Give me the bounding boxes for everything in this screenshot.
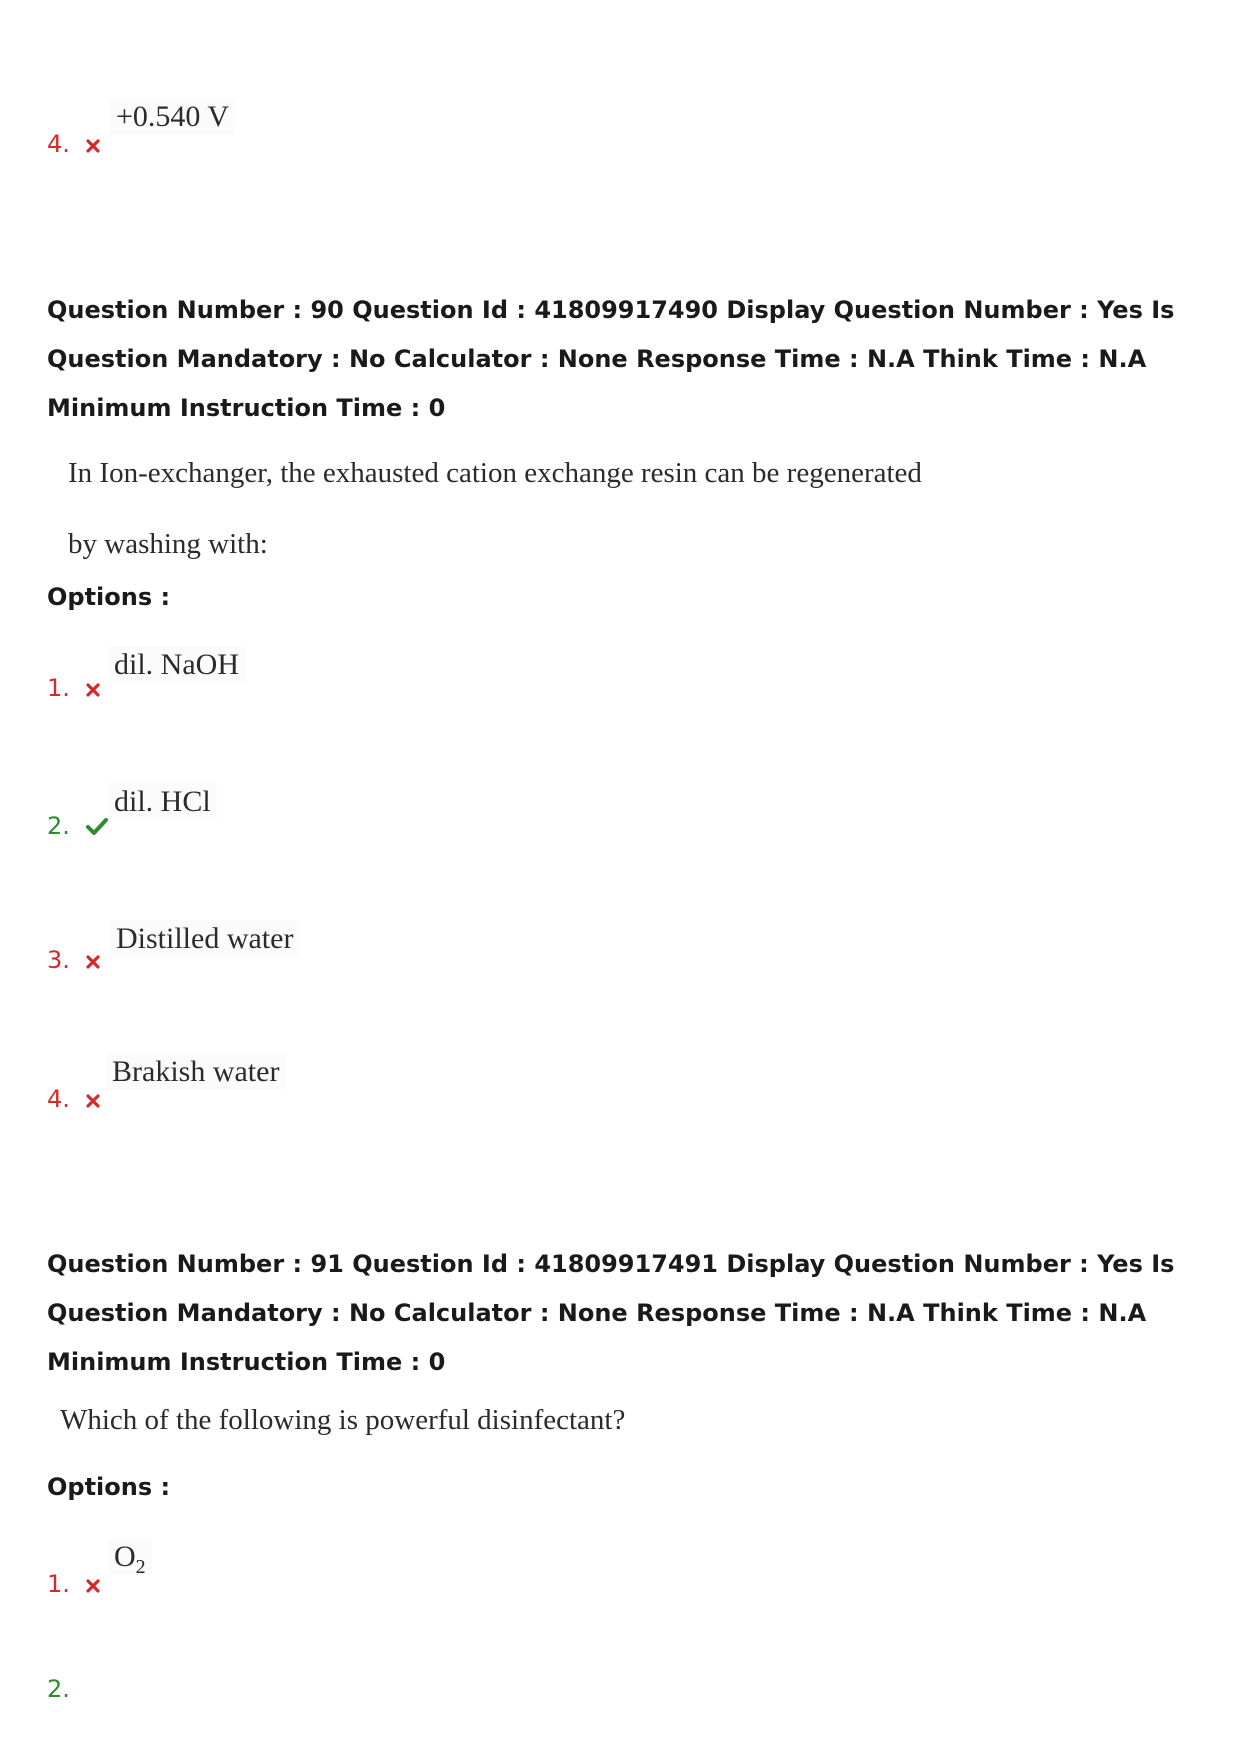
- option-number: 1.: [47, 1570, 70, 1598]
- options-label: Options :: [47, 1473, 171, 1501]
- cross-icon: [86, 131, 100, 159]
- option-image: [108, 1540, 152, 1579]
- option-text: +0.540 V: [110, 98, 235, 135]
- option-number: 1.: [47, 674, 70, 702]
- option-row: [47, 674, 100, 703]
- option-number: 2.: [47, 1675, 70, 1703]
- option-number: 3.: [47, 946, 70, 974]
- question-text: Which of the following is powerful disinfectant?: [60, 1404, 626, 1436]
- options-label: Options :: [47, 583, 171, 611]
- option-row: [47, 1085, 100, 1114]
- question-header: Question Number : 91 Question Id : 41809917491 Display Question Number : Yes Is Question Mandatory : No Calculator : None Response Time : N.A Think Time : N.A Minimum Instruction Time : 0: [47, 1250, 1175, 1376]
- option-text: [108, 1538, 152, 1578]
- option-text: dil. NaOH: [108, 646, 245, 683]
- option-image: [106, 1055, 285, 1089]
- option-number: 2.: [47, 812, 70, 840]
- option-row: [47, 812, 108, 841]
- option-text-main: O: [114, 1540, 136, 1573]
- question-text-line: by washing with:: [68, 528, 268, 560]
- question-text-line: In Ion-exchanger, the exhausted cation exchange resin can be regenerated: [68, 457, 922, 489]
- option-image: [110, 100, 235, 134]
- option-text: Brakish water: [106, 1053, 285, 1090]
- question-header: Question Number : 90 Question Id : 41809917490 Display Question Number : Yes Is Question Mandatory : No Calculator : None Response Time : N.A Think Time : N.A Minimum Instruction Time : 0: [47, 296, 1175, 422]
- option-row: [47, 1675, 70, 1703]
- option-image: [108, 785, 217, 819]
- option-number: 4.: [47, 130, 70, 158]
- option-row: [47, 946, 100, 975]
- option-image: [108, 648, 245, 682]
- option-text-subscript: 2: [135, 1556, 146, 1578]
- option-number: 4.: [47, 1085, 70, 1113]
- option-text: dil. HCl: [108, 783, 217, 820]
- check-icon: [86, 813, 108, 841]
- cross-icon: [86, 1571, 100, 1599]
- option-image: [110, 922, 299, 956]
- cross-icon: [86, 1086, 100, 1114]
- option-text: Distilled water: [110, 920, 299, 957]
- option-row: [47, 130, 100, 159]
- option-row: [47, 1570, 100, 1599]
- cross-icon: [86, 947, 100, 975]
- cross-icon: [86, 675, 100, 703]
